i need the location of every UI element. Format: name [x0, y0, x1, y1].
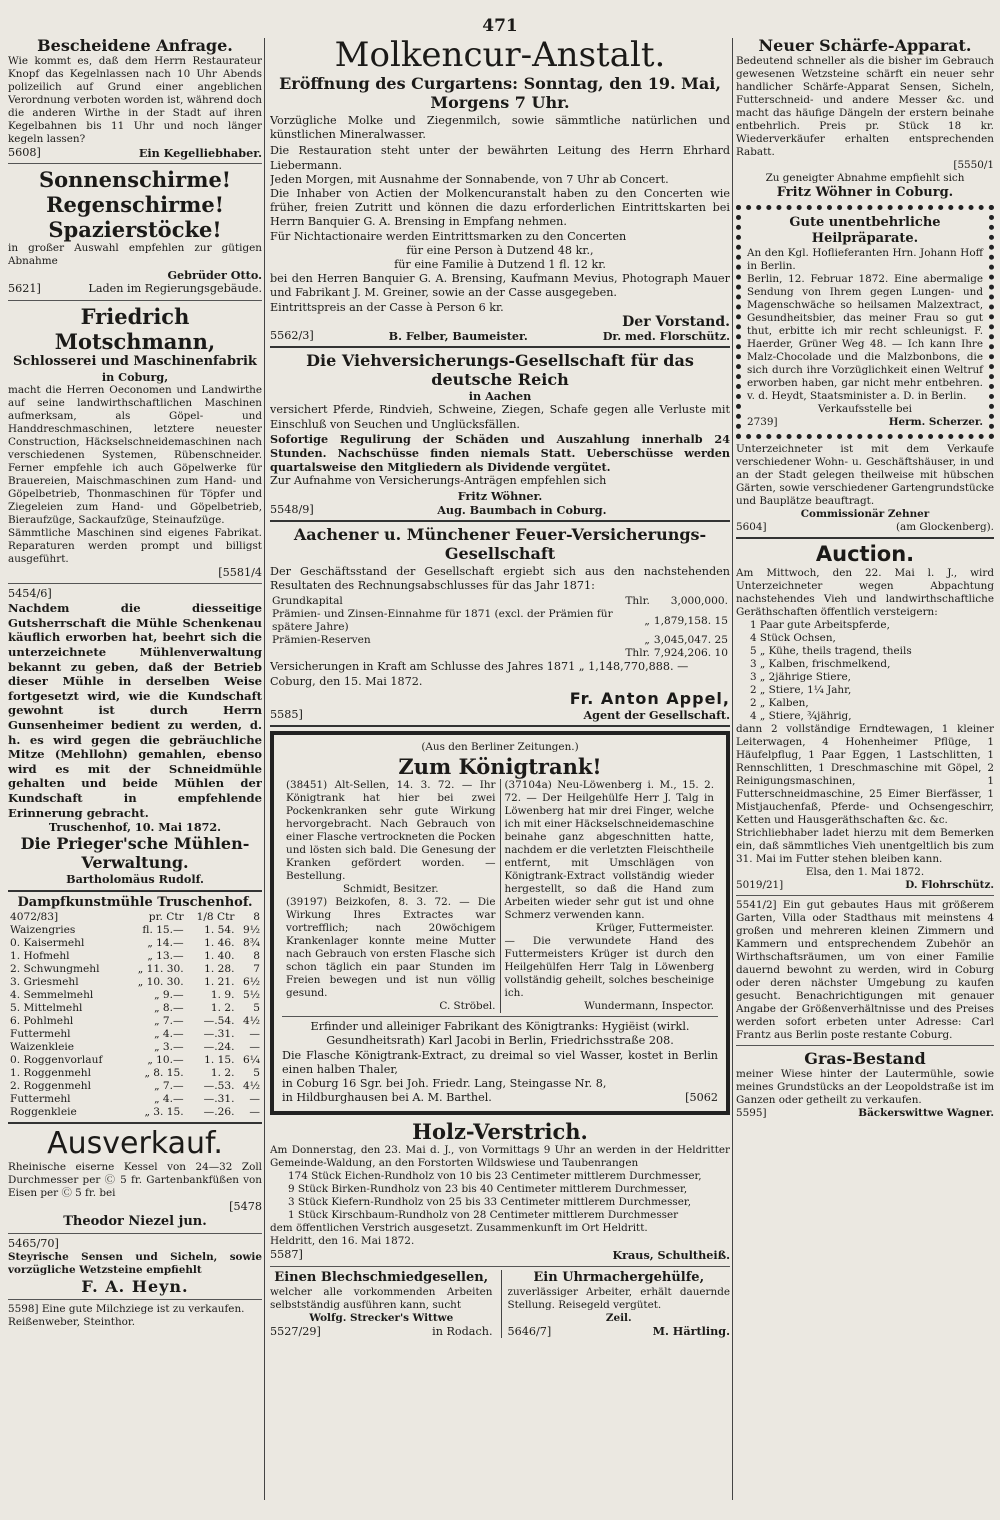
ad-number: 5604]	[736, 521, 767, 533]
ad-firm: Fritz Wöhner in Coburg.	[776, 185, 954, 200]
ad-text: Sämmtliche Maschinen sind eigenes Fabrikat. Reparaturen werden prompt und billigst ausgeführt.	[8, 526, 262, 565]
currency-cell: „	[644, 634, 650, 647]
auction-item: 3 „ 2jährige Stiere,	[750, 671, 851, 683]
ad-firm: Die Prieger'sche Mühlen-Verwaltung.	[20, 834, 250, 873]
price-cell: „ 9.—	[154, 988, 184, 1001]
ad-text: Die Flasche Königtrank-Extract, zu dreimal so viel Wasser, kostet in Berlin einen halben Thaler,	[282, 1048, 718, 1076]
ad-title: Zum Königtrank!	[398, 754, 602, 780]
right-column	[736, 36, 994, 1512]
price-cell: 5	[253, 1066, 260, 1079]
ad-title: Spazierstöcke!	[48, 217, 222, 243]
price-row	[8, 963, 262, 976]
ad-number: 5019/21]	[736, 879, 784, 891]
product-name: Waizenkleie	[10, 1040, 75, 1053]
product-name: 4. Semmelmehl	[10, 988, 94, 1001]
ad-schaerfe	[736, 36, 994, 201]
ad-number: [5581/4	[218, 565, 262, 579]
price-cell: „ 13.—	[147, 949, 184, 962]
ad-text: Für Nichtactionaire werden Eintrittsmarken zu den Concerten	[270, 229, 627, 243]
ad-title: Aachener u. Münchener Feuer-Versicherungs-Gesellschaft	[293, 525, 707, 564]
ad-haeuser	[736, 443, 994, 534]
price-cell: „ 3. 15.	[144, 1105, 184, 1118]
ad-title: Friedrich Motschmann,	[54, 303, 216, 354]
auction-item: 3 „ Kalben, frischmelkend,	[750, 658, 891, 670]
ad-text: für eine Familie à Dutzend 1 fl. 12 kr.	[394, 258, 606, 272]
ad-dampfmuehle	[8, 895, 262, 1119]
amount-cell: 3,045,047. 25	[653, 634, 728, 647]
price-cell: 1. 9.	[210, 988, 235, 1001]
price-cell: „ 8.—	[154, 1001, 184, 1014]
auction-item: 2 „ Stiere, 1¼ Jahr,	[750, 684, 852, 696]
product-name: 6. Pohlmehl	[10, 1014, 74, 1027]
ad-text: versichert Pferde, Rindvieh, Schweine, Ziegen, Schafe gegen alle Verluste mit Einschluß von Seuchen und Unglücksfällen.	[270, 403, 730, 431]
testimonial-signature: Krüger, Futtermeister.	[595, 922, 714, 935]
column-rule	[732, 38, 733, 1500]
balance-row	[270, 608, 730, 634]
testimonial-text: (37104a) Neu-Löwenberg i. M., 15. 2. 72. — Der Heilgehülfe Herr J. Talg in Löwenberg hat mir drei Finger, welche ich mit einer Häckselschneidemaschine beinahe ganz abgeschnitten hatte, nachdem er die verletzten Fleischtheile entfernt, mit Umschlägen von Königtrank-Extract vollständig wieder hergestellt, so daß die Hand zum Arbeiten wieder sehr gut ist und ohne Schmerz verwenden kann.	[504, 779, 714, 922]
product-name: 3. Griesmehl	[10, 975, 79, 988]
ad-signature: Aug. Baumbach in Coburg.	[437, 502, 607, 517]
price-cell: —	[249, 1040, 260, 1053]
ad-place: Zeil.	[605, 1311, 632, 1324]
left-column	[8, 36, 262, 1512]
ad-text: welcher alle vorkommenden Arbeiten selbstständig ausführen kann, sucht	[270, 1285, 493, 1311]
ad-viehversicherung	[270, 351, 730, 517]
ad-signature: Wolfg. Strecker's Wittwe	[309, 1311, 454, 1324]
ad-subtitle: Morgens 7 Uhr.	[430, 93, 570, 112]
ad-number: [5062	[685, 1091, 718, 1105]
ad-text: Berlin, 12. Februar 1872. Eine abermalige Sendung von Ihrem gegen Lungen- und Magenschwäche so heilsamen Malzextract, Gesundheitsbier, das meiner Frau so gut thut, erbitte ich mir recht schleunigst. F. Haerder, Grüner Weg 48. — Ich kann Ihre Malz-Chocolade und die Malzbonbons, die sich durch ihre Vorzüglichkeit einen Weltruf erworben haben, gar nicht mehr entbehren. v. d. Heydt, Staatsminister a. D. in Berlin.	[747, 273, 983, 402]
ad-text: Zur Aufnahme von Versicherungs-Anträgen empfehlen sich	[270, 474, 607, 488]
ad-koenigtrank	[270, 731, 730, 1115]
ad-text: Rheinische eiserne Kessel von 24—32 Zoll Durchmesser per Ⓒ 5 fr. Gartenbankfüßen von Eisen per Ⓒ 5 fr. bei	[8, 1160, 262, 1199]
ad-signature: M. Härtling.	[652, 1323, 730, 1338]
balance-row	[270, 634, 730, 647]
price-cell: „ 8. 15.	[144, 1066, 184, 1079]
ad-firm: Theodor Niezel jun.	[63, 1213, 207, 1229]
amount-cell: 1,879,158. 15	[653, 614, 728, 627]
ad-auction	[736, 542, 994, 892]
balance-row	[270, 595, 730, 608]
ad-title: Dampfkunstmühle Truschenhof.	[17, 894, 253, 910]
ad-signature: Dr. med. Florschütz.	[602, 329, 730, 344]
ad-number: 5585]	[270, 707, 303, 721]
price-cell: „ 10.—	[147, 1053, 184, 1066]
ad-address: Laden im Regierungsgebäude.	[88, 282, 262, 296]
ad-signature: Bartholomäus Rudolf.	[66, 872, 204, 887]
ad-text: für eine Person à Dutzend 48 kr.,	[406, 243, 594, 257]
ad-text: Versicherungen in Kraft am Schlusse des Jahres 1871 „ 1,148,770,888. —	[270, 660, 689, 674]
auction-item: 2 „ Kalben,	[750, 697, 809, 709]
column-header: 1/8 Ctr	[196, 910, 235, 923]
timber-item: 1 Stück Kirschbaum-Rundholz von 28 Centimeter mittlerem Durchmesser	[288, 1209, 679, 1222]
balance-label: Prämien- und Zinsen-Einnahme für 1871 (excl. der Prämien für spätere Jahre)	[272, 608, 613, 634]
ad-title: Gute unentbehrliche	[789, 215, 941, 230]
ad-text: in Hildburghausen bei A. M. Barthel.	[282, 1091, 492, 1105]
ad-title: Holz-Verstrich.	[412, 1119, 588, 1145]
ad-title: Einen Blechschmiedgesellen,	[274, 1269, 489, 1285]
price-cell: —.53.	[203, 1079, 235, 1092]
ad-molkencur	[270, 36, 730, 343]
ad-signature: Agent der Gesellschaft.	[583, 707, 730, 722]
ad-title: Gras-Bestand	[804, 1049, 926, 1068]
ad-date: Heldritt, den 16. Mai 1872.	[270, 1235, 415, 1248]
price-cell: —.31.	[203, 1027, 235, 1040]
ad-number: 2739]	[747, 416, 778, 428]
ad-source: (Aus den Berliner Zeitungen.)	[421, 741, 579, 754]
price-row	[8, 1041, 262, 1054]
product-name: 1. Hofmehl	[10, 949, 70, 962]
ad-signature: Kraus, Schultheiß.	[612, 1248, 730, 1263]
price-cell: 1. 28.	[204, 962, 235, 975]
price-row	[8, 1015, 262, 1028]
ad-signature: Bäckerswittwe Wagner.	[858, 1107, 994, 1119]
ad-stellen	[270, 1270, 730, 1338]
ad-text: 5541/2] Ein gut gebautes Haus mit größerem Garten, Villa oder Stadthaus mit meinstens 4 großen und mehreren kleinen Zimmern und Kammern und entsprechendem Zubehör an Wirthschaftsräumen, um von einer Familie dauernd bewohnt zu werden, wird in Coburg oder deren nächster Umgebung zu kaufen gesucht. Benachrichtigungen mit genauer Angabe der Größenverhältnisse und des Preises werden sofort erbeten unter Adresse: Carl Frantz aus Berlin poste restante Coburg.	[736, 899, 994, 1041]
ad-text: Bedeutend schneller als die bisher im Gebrauch gewesenen Wetzsteine schärft ein neuer sehr handlicher Schärfe-Apparat Sensen, Sicheln, Futterschneid- und andere Messer &c. und macht das häufige Dängeln der erstern beinahe entbehrlich. Preis pr. Stück 18 kr. Wiederverkäufer erhalten entsprechenden Rabatt.	[736, 55, 994, 158]
column-rule	[264, 38, 265, 1500]
auction-item: 1 Paar gute Arbeitspferde,	[750, 619, 890, 631]
ad-text: Eine gute Milchziege ist zu verkaufen. Reißenweber, Steinthor.	[8, 1302, 245, 1328]
price-cell: 1. 46.	[204, 936, 235, 949]
price-row	[8, 1080, 262, 1093]
price-cell: fl. 15.—	[142, 923, 184, 936]
ad-text: dann 2 vollständige Erndtewagen, 1 kleiner Leiterwagen, 4 Hohenheimer Pflüge, 1 Häufelpflug, 1 Paar Eggen, 1 Lastschlitten, 1 Rennschlitten, 1 Dreschmaschine mit Göpel, 2 Reinigungsmaschinen, 1 Futterschneidmaschine, 25 Eimer Bierfässer, 1 Mistjauchenfaß, Pferde- und Ochsengeschirr, Ketten und Hausgeräthschaften &c. &c.	[736, 723, 994, 826]
ad-heilpraeparate	[736, 205, 994, 439]
ad-text: in großer Auswahl empfehlen zur gütigen Abnahme	[8, 242, 262, 268]
ad-number: 5598]	[8, 1302, 39, 1315]
ad-signature: B. Felber, Baumeister.	[388, 329, 528, 344]
ad-haus-gesucht	[736, 899, 994, 1042]
price-cell: 1. 2.	[210, 1001, 235, 1014]
timber-item: 174 Stück Eichen-Rundholz von 10 bis 23 Centimeter mittlerem Durchmesser,	[288, 1170, 702, 1183]
price-cell: 4½	[242, 1079, 260, 1092]
price-cell: —.31.	[203, 1092, 235, 1105]
ad-text: Am Mittwoch, den 22. Mai l. J., wird Unterzeichneter wegen Abpachtung nachstehendes Vieh und landwirthschaftliche Geräthschaften öffentlich versteigern:	[736, 567, 994, 618]
ad-title: Sonnenschirme!	[38, 167, 232, 193]
ad-text: Jeden Morgen, mit Ausnahme der Sonnabende, von 7 Uhr ab Concert.	[270, 172, 669, 186]
price-cell: 1. 2.	[210, 1066, 235, 1079]
product-name: 0. Kaisermehl	[10, 936, 85, 949]
ad-text: Zu geneigter Abnahme empfiehlt sich	[765, 172, 965, 184]
currency-cell: „	[644, 614, 650, 627]
ad-subtitle: Eröffnung des Curgartens: Sonntag, den 19. Mai,	[279, 74, 721, 93]
price-cell: 9½	[242, 923, 260, 936]
ad-title: Ein Uhrmachergehülfe,	[533, 1269, 705, 1285]
price-cell: —.26.	[203, 1105, 235, 1118]
ad-place: in Rodach.	[432, 1324, 493, 1338]
ad-date: Elsa, den 1. Mai 1872.	[805, 866, 925, 878]
price-cell: 8	[253, 949, 260, 962]
price-row	[8, 1028, 262, 1041]
price-cell: 5	[253, 1001, 260, 1014]
price-cell: 1. 21.	[204, 975, 235, 988]
page-number: 471	[482, 16, 518, 36]
ad-firm: F. A. Heyn.	[81, 1276, 189, 1296]
ad-number: 4072/83]	[10, 910, 59, 923]
ad-sensen	[8, 1237, 262, 1296]
ad-kessel	[8, 1161, 262, 1230]
price-cell: „ 7.—	[154, 1014, 184, 1027]
ad-firm: Fr. Anton Appel,	[569, 688, 730, 708]
ad-text: Verkaufsstelle bei	[818, 403, 912, 415]
balance-table	[270, 595, 730, 660]
product-name: Futtermehl	[10, 1092, 71, 1105]
ad-signature: Herm. Scherzer.	[888, 416, 983, 428]
timber-item: 9 Stück Birken-Rundholz von 23 bis 40 Centimeter mittlerem Durchmesser,	[288, 1183, 688, 1196]
testimonial-signature: Wundermann, Inspector.	[584, 1000, 714, 1013]
ad-number: [5550/1	[953, 159, 994, 171]
ad-text: Sofortige Regulirung der Schäden und Auszahlung innerhalb 24 Stunden. Nachschüsse finden niemals Statt. Ueberschüsse werden quartalsweise den Mitgliedern als Dividende vergütet.	[270, 431, 730, 475]
ad-firm: Gebrüder Otto.	[167, 268, 262, 283]
ad-text: An den Kgl. Hoflieferanten Hrn. Johann Hoff in Berlin.	[747, 247, 983, 272]
ad-text: in Coburg 16 Sgr. bei Joh. Friedr. Lang, Steingasse Nr. 8,	[282, 1076, 607, 1090]
balance-label	[270, 647, 623, 660]
product-name: 2. Schwungmehl	[10, 962, 100, 975]
price-row	[8, 1093, 262, 1106]
price-row	[8, 950, 262, 963]
ad-title: Neuer Schärfe-Apparat.	[758, 36, 972, 55]
price-cell: 8¾	[242, 936, 260, 949]
product-name: 1. Roggenmehl	[10, 1066, 92, 1079]
price-cell: „ 10. 30.	[137, 975, 184, 988]
timber-item: 3 Stück Kiefern-Rundholz von 25 bis 33 Centimeter mittlerem Durchmesser,	[288, 1196, 692, 1209]
column-header: 8	[253, 910, 260, 923]
ad-place: in Coburg,	[101, 369, 169, 384]
ad-place: in Aachen	[468, 389, 532, 404]
ad-text: Der Geschäftsstand der Gesellschaft ergiebt sich aus den nachstehenden Resultaten des Rechnungsabschlusses für das Jahr 1871:	[270, 565, 730, 593]
amount-cell: 7,924,206. 10	[653, 647, 728, 660]
price-cell: 5½	[242, 988, 260, 1001]
price-cell: 1. 54.	[204, 923, 235, 936]
price-cell: „ 14.—	[147, 936, 184, 949]
auction-item: 5 „ Kühe, theils tragend, theils	[750, 645, 912, 657]
ad-number: 5595]	[736, 1107, 767, 1119]
ad-number: 5527/29]	[270, 1324, 321, 1338]
price-row	[8, 937, 262, 950]
product-name: Futtermehl	[10, 1027, 71, 1040]
ad-number: 5465/70]	[8, 1236, 59, 1250]
testimonial-text: — Die verwundete Hand des Futtermeisters Krüger ist durch den Heilgehülfen Herr Talg in Löwenberg vollständig geheilt, solches bescheinige ich.	[504, 935, 714, 1000]
middle-column	[270, 36, 730, 1512]
ad-uhrmacher	[501, 1270, 731, 1338]
price-cell: 1. 15.	[204, 1053, 235, 1066]
price-cell: 4½	[242, 1014, 260, 1027]
ad-title: Molkencur-Anstalt.	[334, 36, 666, 75]
price-cell: „ 4.—	[154, 1027, 184, 1040]
product-name: 5. Mittelmehl	[10, 1001, 83, 1014]
ad-text: Wie kommt es, daß dem Herrn Restaurateur Knopf das Kegelnlassen nach 10 Uhr Abends polizeilich auf Grund einer angeblichen Verordnung verboten worden ist, während doch die anderen Wirthe in der Stadt auf ihren Kegelbahnen bis 11 Uhr und noch länger kegeln lassen?	[8, 55, 262, 145]
price-row	[8, 1106, 262, 1119]
ad-text: zuverlässiger Arbeiter, erhält dauernde Stellung. Reisegeld vergütet.	[507, 1285, 730, 1311]
ad-number: [5478	[229, 1199, 262, 1213]
ad-text: Vorzügliche Molke und Ziegenmilch, sowie sämmtliche natürlichen und künstlichen Mineralwasser.	[270, 114, 730, 142]
ad-anfrage	[8, 36, 262, 160]
amount-cell: 3,000,000.	[670, 595, 728, 608]
ad-title: Heilpräparate.	[811, 231, 919, 246]
price-cell: —	[249, 1027, 260, 1040]
ad-number: 5454/6]	[8, 587, 52, 601]
ad-text: bei den Herren Banquier G. A. Brensing, Kaufmann Mevius, Photograph Mauer und Fabrikant J. M. Greiner, sowie an der Casse ausgegeben.	[270, 272, 730, 300]
price-cell: —	[249, 1105, 260, 1118]
price-row	[8, 989, 262, 1002]
ad-date: Coburg, den 15. Mai 1872.	[270, 674, 423, 688]
ad-number: 5562/3]	[270, 329, 314, 343]
ad-muehle	[8, 587, 262, 887]
product-name: Waizengries	[10, 923, 76, 936]
price-row	[8, 1002, 262, 1015]
ad-title: Die Viehversicherungs-Gesellschaft für das deutsche Reich	[306, 351, 694, 390]
ad-subtitle: Schlosserei und Maschinenfabrik	[13, 353, 257, 369]
balance-label: Prämien-Reserven	[272, 634, 371, 647]
ad-text: Strichliebhaber ladet hierzu mit dem Bemerken ein, daß sämmtliches Vieh unentgeltlich bis zum 31. Mai im Futter stehen bleiben kann.	[736, 827, 994, 865]
ad-text: Am Donnerstag, den 23. Mai d. J., von Vormittags 9 Uhr an werden in der Heldritter Gemeinde-Waldung, an den Forstorten Wildswiese und Taubenrangen	[270, 1144, 730, 1170]
ad-signature: Fritz Wöhner.	[457, 488, 543, 503]
ad-title: Bescheidene Anfrage.	[37, 36, 233, 55]
ad-holzverstrich	[270, 1119, 730, 1262]
ad-signature: Der Vorstand.	[622, 313, 730, 330]
ad-number: 5587]	[270, 1248, 303, 1262]
ad-text: Steyrische Sensen und Sicheln, sowie vorzügliche Wetzsteine empfiehlt	[8, 1250, 262, 1276]
ad-number: 5548/9]	[270, 502, 314, 516]
product-name: Roggenkleie	[10, 1105, 77, 1118]
ad-schirme	[8, 167, 262, 296]
price-cell: 1. 40.	[204, 949, 235, 962]
testimonial-signature: C. Ströbel.	[439, 1000, 496, 1013]
ad-text: macht die Herren Oeconomen und Landwirthe auf seine landwirthschaftlichen Maschinen aufmerksam, als Göpel- und Handdreschmaschinen, letztere neuester Construction, Häckselschneidemaschinen nach verschiedenen Systemen, Rübenschneider. Ferner empfehle ich auch Göpelwerke für Brauereien, Maischmaschinen zum Hand- und Göpelbetrieb, Thonmaschinen für Töpfer und Ziegeleien zum Hand- und Göpelbetrieb, Bieraufzüge, Sackaufzüge, Steinaufzüge.	[8, 383, 262, 526]
currency-cell: Thlr.	[625, 647, 650, 660]
price-table	[8, 911, 262, 1119]
ad-milchziege	[8, 1303, 262, 1329]
ad-feuerversicherung	[270, 525, 730, 722]
ad-signature: Commissionär Zehner	[800, 508, 930, 520]
ad-text: Die Inhaber von Actien der Molkencuranstalt haben zu den Concerten wie früher, freien Zutritt und können die dazu erforderlichen Eintrittskarten bei Herrn Banquier G. A. Brensing in Empfang nehmen.	[270, 187, 730, 229]
price-cell: „ 4.—	[154, 1092, 184, 1105]
ad-title: Auction.	[815, 542, 915, 566]
balance-row	[270, 647, 730, 660]
ad-motschmann	[8, 304, 262, 580]
ad-number: 5646/7]	[507, 1324, 552, 1338]
auction-item: 4 Stück Ochsen,	[750, 632, 836, 644]
ad-date: Truschenhof, 10. Mai 1872.	[48, 820, 222, 835]
balance-label: Grundkapital	[272, 595, 343, 608]
auction-list	[736, 619, 994, 723]
product-name: 2. Roggenmehl	[10, 1079, 92, 1092]
testimonial-text: (38451) Alt-Sellen, 14. 3. 72. — Ihr Königtrank hat hier bei zwei Pockenkranken sehr gute Wirkung hervorgebracht. Nach Gebrauch von einer Flasche vertrockneten die Pocken und lösten sich bald. Die Genesung der Kranken gefördert worden. — Bestellung.	[286, 779, 496, 883]
ad-text: Erfinder und alleiniger Fabrikant des Königtranks: Hygiëist (wirkl. Gesundheitsrath) Karl Jacobi in Berlin, Friedrichsstraße 208.	[310, 1020, 690, 1048]
price-cell: —	[249, 1092, 260, 1105]
price-row	[8, 1067, 262, 1080]
ad-text: dem öffentlichen Verstrich ausgesetzt. Zusammenkunft im Ort Heldritt.	[270, 1222, 648, 1235]
price-cell: „ 7.—	[154, 1079, 184, 1092]
ad-ausverkauf-title: Ausverkauf.	[47, 1125, 223, 1161]
price-cell: „ 3.—	[154, 1040, 184, 1053]
price-cell: —.54.	[203, 1014, 235, 1027]
price-row	[8, 924, 262, 937]
price-row	[8, 976, 262, 989]
price-cell: 6½	[242, 975, 260, 988]
currency-cell: Thlr.	[625, 595, 650, 608]
price-cell: —.24.	[203, 1040, 235, 1053]
testimonial-text: (39197) Beizkofen, 8. 3. 72. — Die Wirkung Ihres Extractes war vortrefflich; nach 20wöchigem Krankenlager konnte meine Mutter nach Gebrauch von ersten Flasche sich schon täglich ein paar Stunden im Freien bewegen und ist nun völlig gesund.	[286, 896, 496, 1000]
ad-text: Die Restauration steht unter der bewährten Leitung des Herrn Ehrhard Liebermann.	[270, 144, 730, 172]
ad-blechschmied	[270, 1270, 493, 1338]
ad-title: Regenschirme!	[46, 192, 224, 218]
price-cell: 7	[253, 962, 260, 975]
price-cell: 6¼	[242, 1053, 260, 1066]
ad-address: (am Glockenberg).	[895, 521, 994, 533]
ad-signature: D. Flohrschütz.	[905, 879, 994, 891]
product-name: 0. Roggenvorlauf	[10, 1053, 103, 1066]
ad-number: 5621]	[8, 282, 41, 296]
ad-text: Unterzeichneter ist mit dem Verkaufe verschiedener Wohn- u. Geschäftshäuser, in und an der Stadt gelegen theilweise mit hübschen Gärten, sowie verschiedener Gartengrundstücke und Bauplätze beauftragt.	[736, 443, 994, 507]
ad-number: 5608]	[8, 146, 41, 159]
price-row	[8, 1054, 262, 1067]
ad-text: Nachdem die diesseitige Gutsherrschaft die Mühle Schenkenau käuflich erworben hat, beehrt sich die unterzeichnete Mühlenverwaltung bekannt zu geben, daß der Betrieb dieser Mühle in derselben Weise fortgesetzt wird, wie die Kundschaft gewohnt ist durch Herrn Gunsenheimer bedient zu werden, d. h. es wird gegen die gebräuchliche Mitze (Mehllohn) gemahlen, ebenso wird es mit der Schneidmühle gehalten und beide Mühlen der Kundschaft in empfehlende Erinnerung gebracht.	[8, 601, 262, 820]
ad-signature: Ein Kegelliebhaber.	[138, 146, 262, 160]
ad-text: Eintrittspreis an der Casse à Person 6 kr.	[270, 300, 504, 314]
testimonial-signature: Schmidt, Besitzer.	[342, 883, 439, 896]
ad-text: meiner Wiese hinter der Lautermühle, sowie meines Grundstücks an der Leopoldstraße ist im Ganzen oder getheilt zu verkaufen.	[736, 1068, 994, 1106]
timber-list	[270, 1170, 730, 1222]
column-header: pr. Ctr	[148, 910, 184, 923]
auction-item: 4 „ Stiere, ¾jährig,	[750, 710, 852, 722]
price-cell: „ 11. 30.	[137, 962, 184, 975]
ad-grasbestand	[736, 1049, 994, 1120]
